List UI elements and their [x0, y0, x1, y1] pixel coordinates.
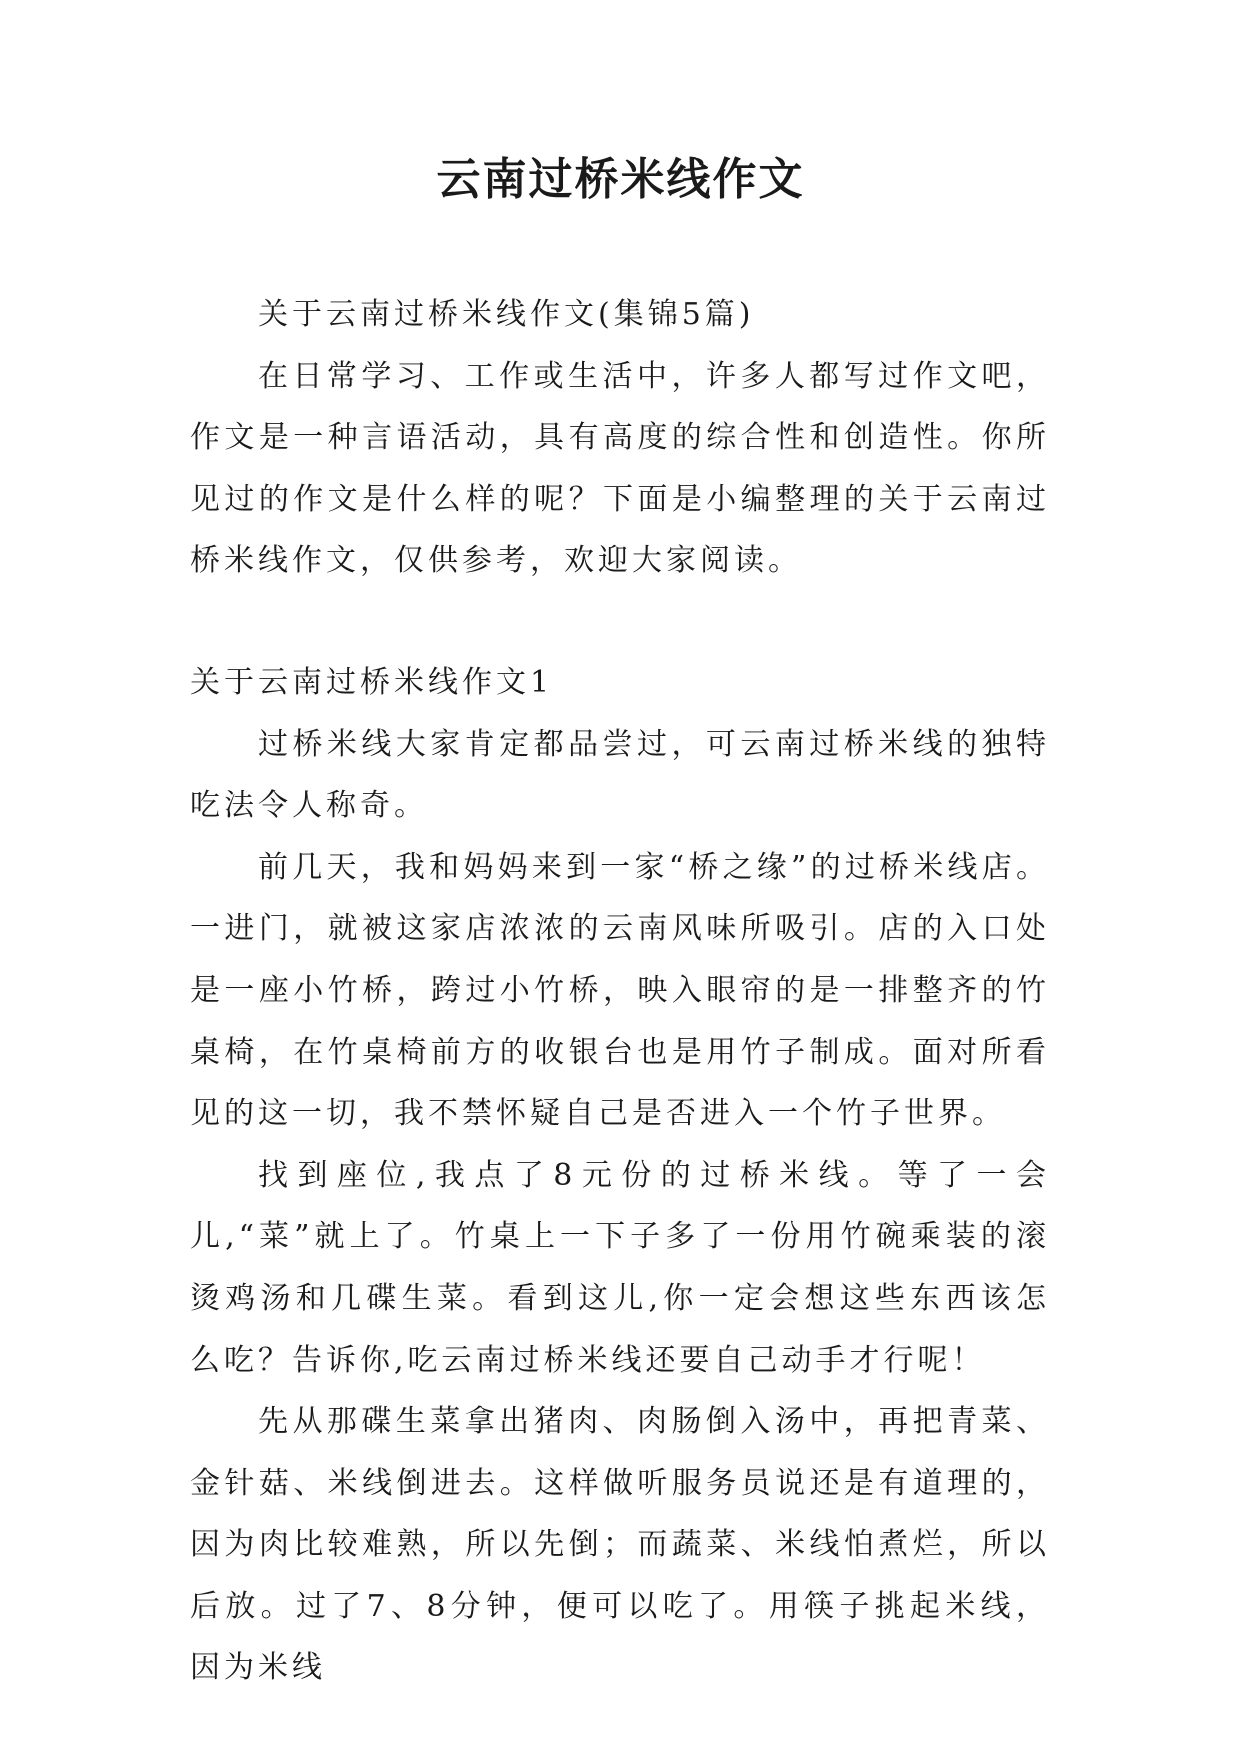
intro-paragraph: 在日常学习、工作或生活中，许多人都写过作文吧，作文是一种言语活动，具有高度的综合性和创造性。你所见过的作文是什么样的呢？下面是小编整理的关于云南过桥米线作文，仅供参考，欢迎大家阅读。: [190, 358, 1050, 579]
document-title: 云南过桥米线作文: [436, 154, 805, 205]
document-subtitle: 关于云南过桥米线作文(集锦5篇): [258, 297, 755, 332]
paragraph: 前几天，我和妈妈来到一家“桥之缘”的过桥米线店。一进门，就被这家店浓浓的云南风味所吸引。店的入口处是一座小竹桥，跨过小竹桥，映入眼帘的是一排整齐的竹桌椅，在竹桌椅前方的收银台也是用竹子制成。面对所看见的这一切，我不禁怀疑自己是否进入一个竹子世界。: [190, 849, 1050, 1132]
document-body: [190, 284, 1050, 1699]
paragraph: 过桥米线大家肯定都品尝过，可云南过桥米线的独特吃法令人称奇。: [190, 726, 1050, 824]
paragraph: 找到座位,我点了8元份的过桥米线。等了一会儿,“菜”就上了。竹桌上一下子多了一份用竹碗乘装的滚烫鸡汤和几碟生菜。看到这儿,你一定会想这些东西该怎么吃？告诉你,吃云南过桥米线还要自己动手才行呢！: [190, 1157, 1050, 1378]
section-heading: 关于云南过桥米线作文1: [190, 664, 554, 700]
section-spacer: [190, 592, 1050, 652]
paragraph: 先从那碟生菜拿出猪肉、肉肠倒入汤中，再把青菜、金针菇、米线倒进去。这样做听服务员说还是有道理的，因为肉比较难熟，所以先倒；而蔬菜、米线怕煮烂，所以后放。过了7、8分钟，便可以吃了。用筷子挑起米线，因为米线: [190, 1404, 1050, 1686]
